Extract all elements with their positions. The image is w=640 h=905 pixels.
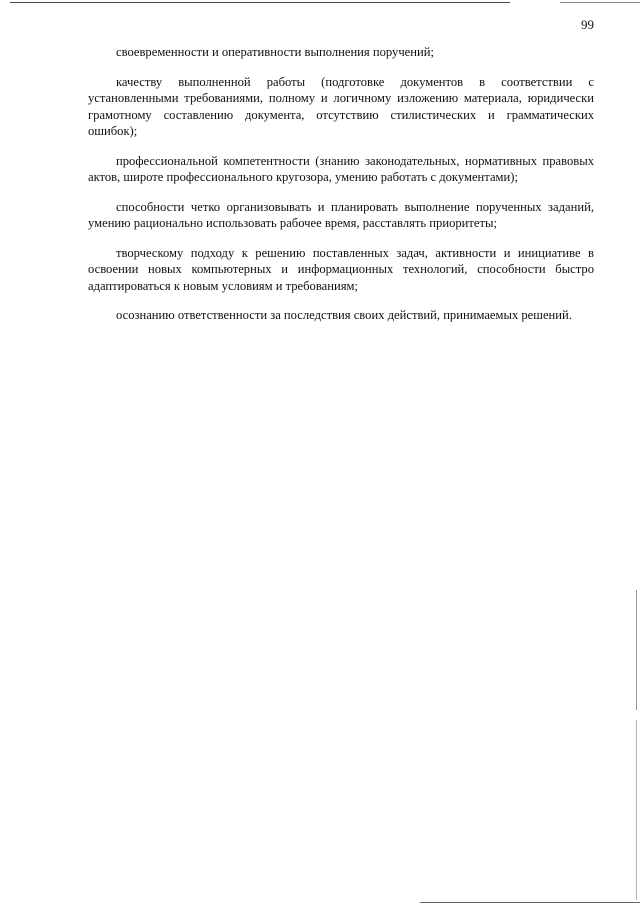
scan-top-border-right [560, 2, 640, 3]
scan-top-border [10, 2, 510, 3]
page-number: 99 [581, 17, 594, 32]
criteria-item-creativity: творческому подходу к решению поставленных задач, активности и инициативе в освоении новых компьютерных и информационных технологий, способности быстро адаптироваться к новым условиям и требованиям; [88, 245, 594, 293]
criteria-item-competence: профессиональной компетентности (знанию законодательных, нормативных правовых актов, широте профессионального кругозора, умению работать с документами); [88, 153, 594, 184]
criteria-item-responsibility: осознанию ответственности за последствия своих действий, принимаемых решений. [116, 308, 572, 322]
criteria-item-organization: способности четко организовывать и планировать выполнение порученных заданий, умению рационально использовать рабочее время, расставлять приоритеты; [88, 199, 594, 230]
document-body [88, 44, 594, 337]
scan-edge-artifact [636, 590, 637, 710]
scan-bottom-border [420, 902, 640, 903]
criteria-item-work-quality: качеству выполненной работы (подготовке документов в соответствии с установленными требованиями, полному и логичному изложению материала, юридически грамотному составлению документа, отсутствию стилистических и грамматических ошибок); [88, 74, 594, 138]
criteria-item-timeliness: своевременности и оперативности выполнения поручений; [116, 45, 434, 59]
scan-edge-artifact [636, 720, 637, 900]
